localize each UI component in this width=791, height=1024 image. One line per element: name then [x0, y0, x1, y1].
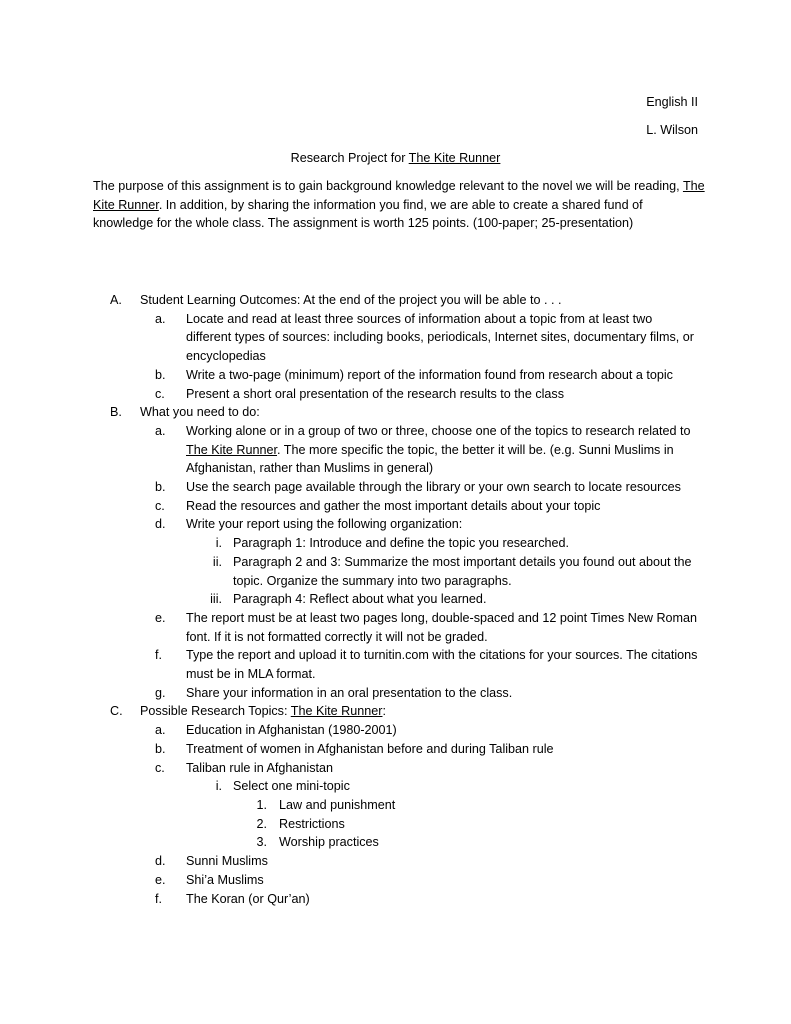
section-c-marker: C.	[110, 704, 123, 719]
list-text: Read the resources and gather the most important details about your topic	[186, 498, 601, 513]
list-text: Shi’a Muslims	[186, 872, 264, 887]
list-marker: e.	[155, 872, 166, 887]
list-marker: 3.	[256, 835, 267, 850]
list-text: Treatment of women in Afghanistan before and during Taliban rule	[186, 741, 554, 756]
list-text: Locate and read at least three sources of information about a topic from at least two different types of sources: including books, periodicals, Internet sites, documentary films, or encyclopedias	[186, 311, 694, 364]
list-text: Use the search page available through the library or your own search to locate resources	[186, 480, 681, 495]
list-text: Worship practices	[279, 835, 379, 850]
item-part2: . The more specific the topic, the better it will be. (e.g. Sunni Muslims in Afghanistan, rather than Muslims in general)	[186, 442, 674, 476]
section-c-text	[140, 702, 700, 721]
list-marker: c.	[155, 760, 165, 775]
list-marker: 1.	[256, 797, 267, 812]
list-text: Write your report using the following organization:	[186, 517, 463, 532]
list-text: Taliban rule in Afghanistan	[186, 760, 334, 775]
section-c-prefix: Possible Research Topics:	[140, 704, 291, 719]
list-item	[0, 515, 700, 534]
intro-book: The Kite Runner	[93, 179, 705, 212]
item-book: The Kite Runner	[186, 442, 278, 457]
list-marker: b.	[155, 480, 166, 495]
list-marker: g.	[155, 685, 166, 700]
list-marker: f.	[155, 891, 162, 906]
list-text	[186, 422, 700, 478]
list-text: Paragraph 2 and 3: Summarize the most important details you found out about the topic. Organize the summary into two paragraphs.	[233, 554, 692, 588]
section-c-suffix: :	[382, 704, 386, 719]
list-marker: c.	[155, 498, 165, 513]
list-item	[0, 310, 700, 366]
list-text: Education in Afghanistan (1980-2001)	[186, 723, 397, 738]
title-book: The Kite Runner	[408, 151, 501, 165]
list-item	[0, 833, 700, 852]
item-part1: Working alone or in a group of two or three, choose one of the topics to research related to	[186, 423, 691, 438]
list-item	[0, 852, 700, 871]
list-item	[0, 721, 700, 740]
course-name: English II	[646, 95, 698, 109]
list-item	[0, 796, 700, 815]
section-a-marker: A.	[110, 293, 122, 307]
intro-paragraph	[93, 177, 705, 233]
section-a-text: Student Learning Outcomes: At the end of the project you will be able to . . .	[140, 293, 562, 307]
list-marker: c.	[155, 386, 165, 401]
list-marker: a.	[155, 723, 166, 738]
list-marker: b.	[155, 367, 166, 382]
list-item	[0, 553, 700, 590]
list-marker: ii.	[212, 554, 222, 569]
list-item	[0, 366, 700, 385]
list-text: Paragraph 4: Reflect about what you learned.	[233, 592, 487, 607]
list-item	[0, 478, 700, 497]
list-marker: i.	[215, 779, 222, 794]
list-marker: d.	[155, 854, 166, 869]
list-text: Type the report and upload it to turnitin.com with the citations for your sources. The citations must be in MLA format.	[186, 648, 698, 682]
list-item	[0, 646, 700, 683]
title-prefix: Research Project for	[290, 151, 409, 165]
list-item	[0, 609, 700, 646]
section-b-text: What you need to do:	[140, 405, 260, 420]
list-item	[0, 815, 700, 834]
intro-part2: . In addition, by sharing the information you find, we are able to create a shared fund of knowledge for the whole class. The assignment is worth 125 points. (100-paper; 25-presentation)	[93, 197, 643, 231]
list-item	[0, 534, 700, 553]
list-text: Restrictions	[279, 816, 345, 831]
list-item	[0, 684, 700, 703]
list-marker: 2.	[256, 816, 267, 831]
list-marker: a.	[155, 311, 166, 326]
list-text: The Koran (or Qur’an)	[186, 891, 310, 906]
section-c-book: The Kite Runner	[290, 704, 383, 719]
list-marker: i.	[215, 536, 222, 551]
section-a	[0, 291, 700, 310]
list-item	[0, 740, 700, 759]
list-text: Write a two-page (minimum) report of the information found from research about a topic	[186, 367, 673, 382]
list-text: Sunni Muslims	[186, 854, 268, 869]
list-item	[0, 871, 700, 890]
list-text: Law and punishment	[279, 797, 396, 812]
list-item	[0, 890, 700, 909]
list-marker: iii.	[210, 592, 222, 607]
list-marker: f.	[155, 648, 162, 663]
list-marker: a.	[155, 423, 166, 438]
list-marker: b.	[155, 741, 166, 756]
list-text: Share your information in an oral presentation to the class.	[186, 685, 513, 700]
list-text: The report must be at least two pages long, double-spaced and 12 point Times New Roman font. If it is not formatted correctly it will not be graded.	[186, 610, 698, 644]
list-item	[0, 385, 700, 404]
assignment-outline	[0, 291, 791, 908]
section-b	[0, 403, 700, 422]
list-item	[0, 590, 700, 609]
section-c	[0, 702, 700, 721]
list-item	[0, 777, 700, 796]
list-item	[0, 759, 700, 778]
list-item	[0, 422, 700, 478]
list-text: Paragraph 1: Introduce and define the topic you researched.	[233, 536, 570, 551]
section-b-marker: B.	[110, 405, 122, 420]
list-marker: e.	[155, 610, 166, 625]
list-marker: d.	[155, 517, 166, 532]
list-text: Present a short oral presentation of the research results to the class	[186, 386, 565, 401]
list-item	[0, 497, 700, 516]
teacher-name: L. Wilson	[646, 123, 698, 137]
page-title	[0, 149, 791, 167]
list-text: Select one mini-topic	[233, 779, 350, 794]
intro-part1: The purpose of this assignment is to gain background knowledge relevant to the novel we will be reading,	[93, 179, 683, 193]
